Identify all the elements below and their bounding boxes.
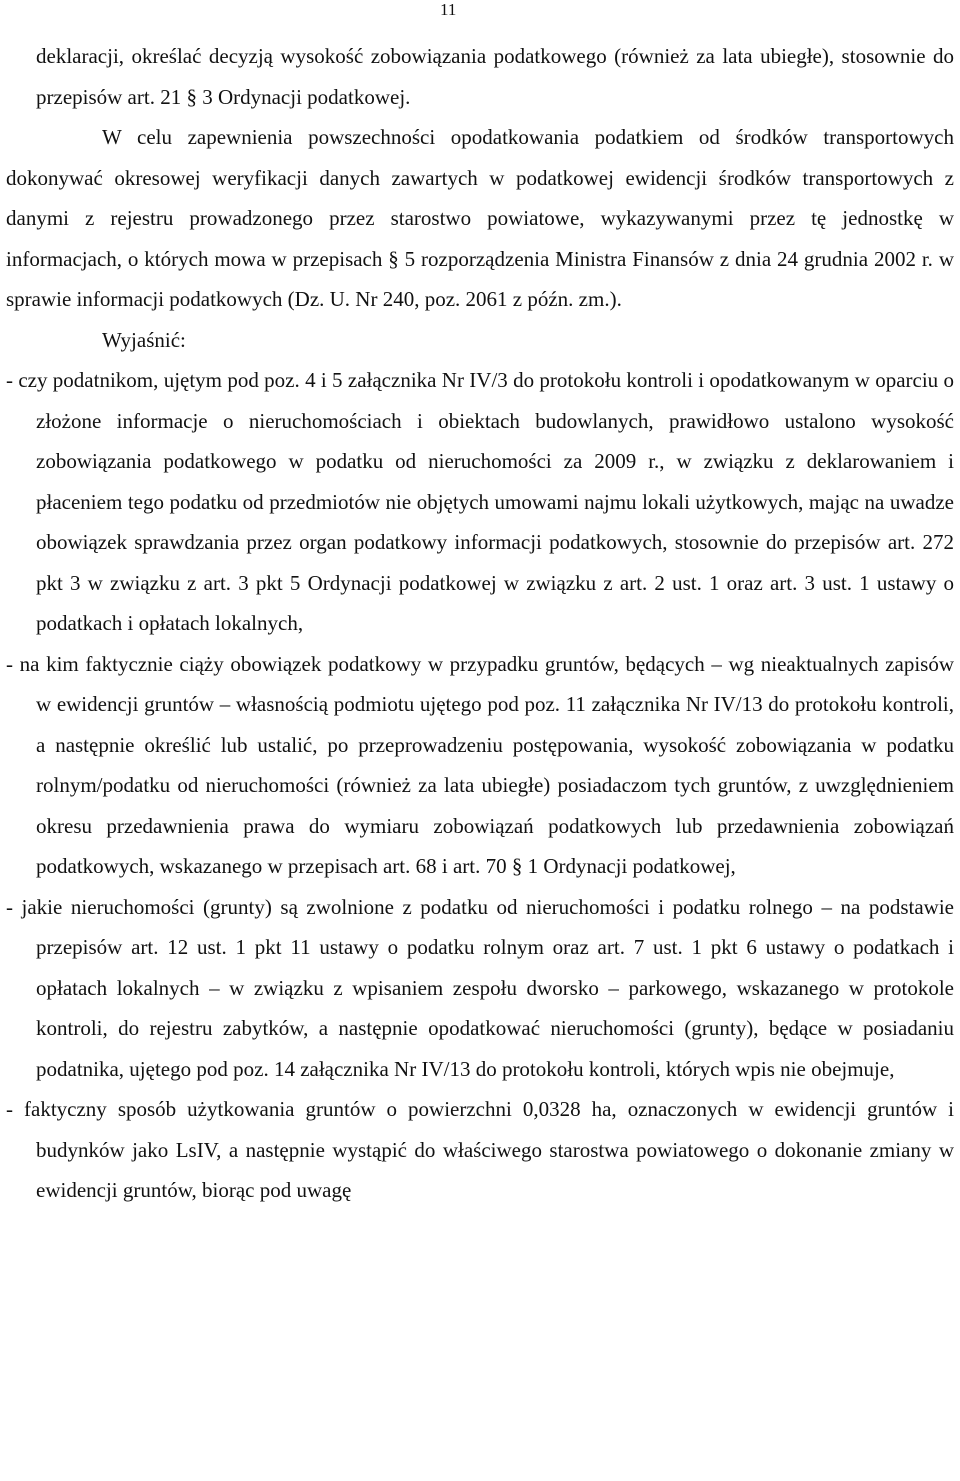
list-item-property-tax: - czy podatnikom, ujętym pod poz. 4 i 5 załącznika Nr IV/3 do protokołu kontroli i opodatkowanym w oparciu o złożone informacje o nieruchomościach i obiektach budowlanych, prawidłowo ustalono wysokość zobowiązania podatkowego w podatku od nieruchomości za 2009 r., w związku z deklarowaniem i płaceniem tego podatku od przedmiotów nie objętych umowami najmu lokali użytkowych, mając na uwadze obowiązek sprawdzania przez organ podatkowy informacji podatkowych, stosownie do przepisów art. 272 pkt 3 w związku z art. 3 pkt 5 Ordynacji podatkowej w związku z art. 2 ust. 1 oraz art. 3 ust. 1 ustawy o podatkach i opłatach lokalnych,: [6, 368, 954, 635]
list-item-tax-obligation: - na kim faktycznie ciąży obowiązek podatkowy w przypadku gruntów, będących – wg nieaktualnych zapisów w ewidencji gruntów – własnością podmiotu ujętego pod poz. 11 załącznika Nr IV/13 do protokołu kontroli, a następnie określić lub ustalić, po przeprowadzeniu postępowania, wysokość zobowiązania w podatku rolnym/podatku od nieruchomości (również za lata ubiegłe) posiadaczom tych gruntów, z uwzględnieniem okresu przedawnienia prawa do wymiaru zobowiązań podatkowych lub przedawnienia zobowiązań podatkowych, wskazanego w przepisach art. 68 i art. 70 § 1 Ordynacji podatkowej,: [6, 651, 954, 878]
section-heading: Wyjaśnić:: [102, 327, 186, 352]
paragraph-vehicle-tax: W celu zapewnienia powszechności opodatkowania podatkiem od środków transportowych dokonywać okresowej weryfikacji danych zawartych w podatkowej ewidencji środków transportowych z danymi z rejestru prowadzonego przez starostwo powiatowe, wykazywanymi przez tę jednostkę w informacjach, o których mowa w przepisach § 5 rozporządzenia Ministra Finansów z dnia 24 grudnia 2002 r. w sprawie informacji podatkowych (Dz. U. Nr 240, poz. 2061 z późn. zm.).: [6, 125, 954, 311]
document-body: [6, 36, 954, 1211]
list-item-land-use: - faktyczny sposób użytkowania gruntów o powierzchni 0,0328 ha, oznaczonych w ewidencji gruntów i budynków jako LsIV, a następnie wystąpić do właściwego starostwa powiatowego o dokonanie zmiany w ewidencji gruntów, biorąc pod uwagę: [6, 1097, 954, 1202]
paragraph-continuation: deklaracji, określać decyzją wysokość zobowiązania podatkowego (również za lata ubiegłe), stosownie do przepisów art. 21 § 3 Ordynacji podatkowej.: [36, 44, 954, 109]
list-item-exemptions: - jakie nieruchomości (grunty) są zwolnione z podatku od nieruchomości i podatku rolnego – na podstawie przepisów art. 12 ust. 1 pkt 11 ustawy o podatku rolnym oraz art. 7 ust. 1 pkt 6 ustawy o podatkach i opłatach lokalnych – w związku z wpisaniem zespołu dworsko – parkowego, wskazanego w protokole kontroli, do rejestru zabytków, a następnie opodatkować nieruchomości (grunty), będące w posiadaniu podatnika, ujętego pod poz. 14 załącznika Nr IV/13 do protokołu kontroli, których wpis nie obejmuje,: [6, 894, 954, 1081]
page-number: 11: [440, 0, 457, 19]
